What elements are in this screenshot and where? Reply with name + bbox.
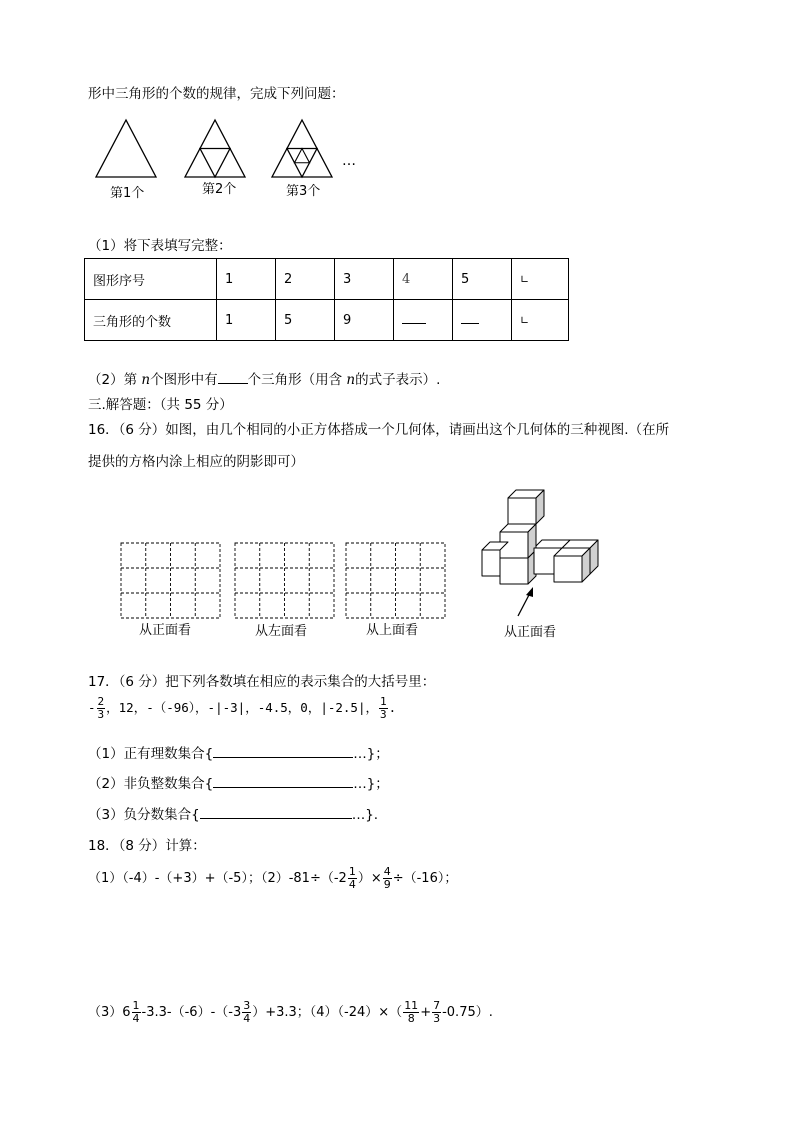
grid-label-top: 从上面看: [366, 623, 419, 638]
q18-parts-1-2: [88, 866, 457, 891]
table-row: [85, 259, 569, 300]
number-list-text: ，12，-（-96），-|-3|，-4.5，0，|-2.5|，: [106, 700, 378, 715]
figure-label-2: 第2个: [202, 182, 237, 197]
answer-blank[interactable]: [218, 383, 248, 384]
triangle-figure-1: [96, 120, 156, 177]
table-cell: 三角形的个数: [85, 300, 217, 341]
view-grids: [115, 538, 455, 646]
fraction-11-8: $\frac{11}{8}$: [404, 999, 419, 1025]
q15-part2-suffix: 的式子表示）.: [355, 372, 441, 388]
table-cell: 4: [394, 259, 453, 300]
figure-label-3: 第3个: [286, 184, 321, 199]
q18-part4-end: -0.75）.: [442, 1005, 493, 1020]
figure-label-1: 第1个: [110, 186, 145, 201]
table-cell: 图形序号: [85, 259, 217, 300]
set-answer-blank[interactable]: [200, 818, 352, 819]
q15-part2: [88, 368, 440, 388]
cube-solid-figure: [478, 486, 608, 644]
fraction-3-4: $\frac{3}{4}$: [243, 999, 251, 1025]
q15-part1: （1）将下表填写完整：: [88, 238, 232, 254]
table-cell: 5: [453, 259, 512, 300]
variable-n: n: [346, 372, 356, 388]
table-cell: 2: [276, 259, 335, 300]
fraction-1-3: $\frac{1}{3}$: [379, 695, 387, 721]
fraction-7-3: $\frac{7}{3}$: [433, 999, 441, 1025]
table-cell: 5: [276, 300, 335, 341]
triangle-figure-3: [272, 120, 332, 177]
q17-number-list: [88, 696, 396, 721]
set-answer-blank[interactable]: [213, 787, 353, 788]
cube: [500, 524, 536, 558]
q18-part2-end: ÷（-16）；: [392, 871, 458, 886]
minus-sign: -: [88, 700, 96, 715]
fraction-1-4: $\frac{1}{4}$: [132, 999, 140, 1025]
grid-label-left: 从左面看: [255, 624, 308, 639]
fraction-1-4: $\frac{1}{4}$: [348, 865, 356, 891]
set-positive-rationals: [88, 742, 389, 762]
view-direction-arrow: [518, 587, 533, 616]
fraction-4-9: $\frac{4}{9}$: [383, 865, 391, 891]
top-view-grid[interactable]: [346, 543, 445, 618]
set-label: （2）非负整数集合{: [88, 776, 214, 792]
q16-line2: 提供的方格内涂上相应的阴影即可）: [88, 454, 304, 470]
triangle-figure-2: [185, 120, 245, 177]
triangle-count-table: [84, 258, 569, 341]
set-negative-fractions: [88, 803, 378, 823]
q17-line1: 17．（6 分）把下列各数填在相应的表示集合的大括号里：: [88, 674, 436, 690]
period: .: [388, 700, 397, 715]
table-cell: 9: [335, 300, 394, 341]
variable-n: n: [141, 372, 151, 388]
q18-part3-start: （3）6: [88, 1005, 131, 1020]
set-label: （1）正有理数集合{: [88, 746, 214, 762]
q18-line1: 18．（8 分）计算：: [88, 838, 206, 854]
q18-part2-mid: ）×: [357, 871, 382, 886]
table-cell: 3: [335, 259, 394, 300]
q18-part3-mid: -3.3-（-6）-（-3: [141, 1005, 242, 1020]
plus-sign: +: [420, 1005, 432, 1020]
table-row: [85, 300, 569, 341]
table-cell: 1: [217, 259, 276, 300]
table-cell: 1: [217, 300, 276, 341]
front-view-grid[interactable]: [121, 543, 220, 618]
grid-label-front: 从正面看: [139, 623, 192, 638]
fraction-2-3: $\frac{2}{3}$: [97, 695, 105, 721]
q15-part2-prefix: （2）第: [88, 372, 138, 388]
table-cell-blank[interactable]: [453, 300, 512, 341]
q15-part2-mid2: 个三角形（用含: [247, 372, 343, 388]
left-view-grid[interactable]: [235, 543, 334, 618]
solid-front-label: 从正面看: [504, 625, 557, 640]
set-end: …}.: [351, 807, 379, 823]
set-end: …}；: [353, 746, 389, 762]
cube: [554, 548, 590, 582]
set-nonnegative-integers: [88, 772, 389, 792]
q18-part1-text: （1）（-4）-（+3）+（-5）；（2）-81÷（-2: [88, 871, 347, 886]
set-answer-blank[interactable]: [213, 757, 353, 758]
set-end: …}；: [353, 776, 389, 792]
table-cell: ∟: [512, 300, 569, 341]
section-3-heading: 三.解答题：（共 55 分）: [88, 397, 233, 413]
q15-part2-mid: 个图形中有: [150, 372, 218, 388]
q16-line1: 16．（6 分）如图，由几个相同的小正方体搭成一个几何体，请画出这个几何体的三种视图.（在所: [88, 422, 670, 438]
figure-ellipsis: …: [342, 153, 356, 169]
table-cell: ∟: [512, 259, 569, 300]
q18-part4-start: ）+3.3；（4）（-24）×（: [252, 1005, 403, 1020]
intro-text: 形中三角形的个数的规律，完成下列问题：: [88, 86, 345, 102]
triangle-figures: [90, 115, 380, 205]
table-cell-blank[interactable]: [394, 300, 453, 341]
q18-parts-3-4: [88, 1000, 493, 1025]
set-label: （3）负分数集合{: [88, 807, 200, 823]
cube: [508, 490, 544, 524]
